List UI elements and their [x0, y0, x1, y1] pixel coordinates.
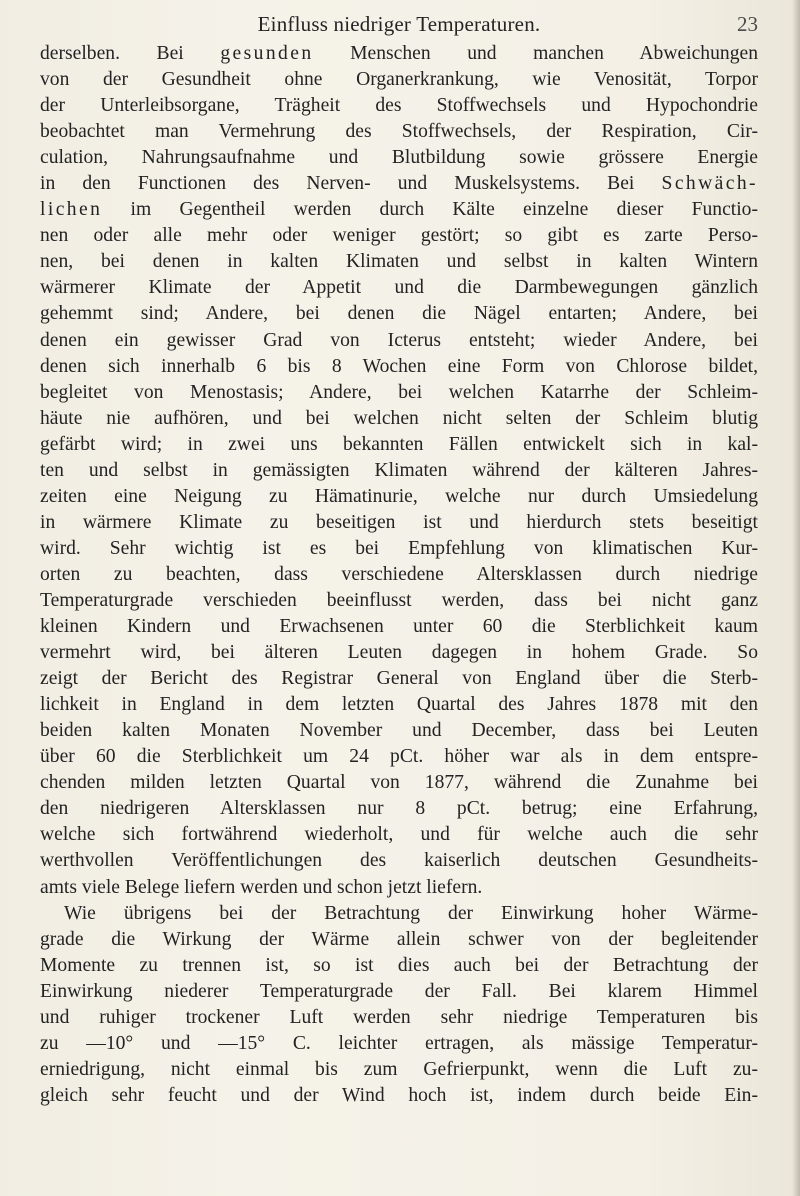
text-line: von der Gesundheit ohne Organerkrankung, wie Venosität, Torpor — [40, 69, 758, 91]
running-title: Einfluss niedriger Temperaturen. — [257, 12, 541, 36]
text-line: Temperaturgrade verschieden beeinflusst werden, dass bei nicht ganz — [40, 589, 758, 611]
text-line: gefärbt wird; in zwei uns bekannten Fällen entwickelt sich in kal- — [40, 433, 758, 455]
body-text — [40, 41, 758, 1109]
paragraph-1 — [40, 41, 758, 901]
text-line: den niedrigeren Altersklassen nur 8 pCt. betrug; eine Erfahrung, — [40, 798, 758, 820]
text-line: der Unterleibsorgane, Trägheit des Stoffwechsels und Hypochondrie — [40, 95, 758, 117]
text-line: derselben. Bei gesunden Menschen und manchen Abweichungen — [40, 43, 758, 64]
page-number: 23 — [737, 12, 758, 36]
text-line: gleich sehr feucht und der Wind hoch ist, indem durch beide Ein- — [40, 1084, 758, 1106]
text-line: Momente zu trennen ist, so ist dies auch bei der Betrachtung der — [40, 954, 758, 976]
text-line: amts viele Belege liefern werden und schon jetzt liefern. — [40, 876, 483, 898]
text-line: denen sich innerhalb 6 bis 8 Wochen eine Form von Chlorose bildet, — [40, 355, 758, 377]
emphasis: Schwäch- — [661, 173, 758, 195]
text-line: gehemmt sind; Andere, bei denen die Nägel entarten; Andere, bei — [40, 303, 758, 325]
text-line: culation, Nahrungsaufnahme und Blutbildung sowie grössere Energie — [40, 147, 758, 169]
emphasis: gesunden — [220, 43, 314, 64]
text-line: orten zu beachten, dass verschiedene Altersklassen durch niedrige — [40, 563, 758, 585]
text-line: vermehrt wird, bei älteren Leuten dagegen in hohem Grade. So — [40, 642, 758, 664]
text-line: kleinen Kindern und Erwachsenen unter 60 die Sterblichkeit kaum — [40, 616, 758, 638]
text-line: chenden milden letzten Quartal von 1877, während die Zunahme bei — [40, 772, 758, 794]
text-line: nen oder alle mehr oder weniger gestört; so gibt es zarte Perso- — [40, 225, 758, 247]
text-line: Wie übrigens bei der Betrachtung der Einwirkung hoher Wärme- — [64, 902, 758, 924]
text-line: welche sich fortwährend wiederholt, und für welche auch die sehr — [40, 824, 758, 846]
text-line: beobachtet man Vermehrung des Stoffwechsels, der Respiration, Cir- — [40, 121, 758, 143]
text-line: lichen im Gegentheil werden durch Kälte einzelne dieser Functio- — [40, 199, 758, 221]
text-line: grade die Wirkung der Wärme allein schwer von der begleitender — [40, 928, 758, 950]
paragraph-2 — [40, 901, 758, 1109]
page-edge-shadow — [792, 0, 800, 1196]
page-header — [40, 12, 758, 42]
text-line: in den Functionen des Nerven- und Muskelsystems. Bei Schwäch- — [40, 173, 758, 195]
text-line: zeiten eine Neigung zu Hämatinurie, welche nur durch Umsiedelung — [40, 485, 758, 507]
text-line: nen, bei denen in kalten Klimaten und selbst in kalten Wintern — [40, 251, 758, 273]
text-line: zeigt der Bericht des Registrar General von England über die Sterb- — [40, 668, 758, 690]
emphasis: lichen — [40, 199, 103, 221]
text-line: beiden kalten Monaten November und December, dass bei Leuten — [40, 720, 758, 742]
text-line: erniedrigung, nicht einmal bis zum Gefrierpunkt, wenn die Luft zu- — [40, 1058, 758, 1080]
text-line: und ruhiger trockener Luft werden sehr niedrige Temperaturen bis — [40, 1006, 758, 1028]
text-line: denen ein gewisser Grad von Icterus entsteht; wieder Andere, bei — [40, 329, 758, 351]
text-line: werthvollen Veröffentlichungen des kaiserlich deutschen Gesundheits- — [40, 850, 758, 872]
text-line: ten und selbst in gemässigten Klimaten während der kälteren Jahres- — [40, 459, 758, 481]
text-line: begleitet von Menostasis; Andere, bei welchen Katarrhe der Schleim- — [40, 381, 758, 403]
text-line: häute nie aufhören, und bei welchen nicht selten der Schleim blutig — [40, 407, 758, 429]
text-line: zu —10° und —15° C. leichter ertragen, als mässige Temperatur- — [40, 1032, 758, 1054]
text-line: lichkeit in England in dem letzten Quartal des Jahres 1878 mit den — [40, 694, 758, 716]
text-line: über 60 die Sterblichkeit um 24 pCt. höher war als in dem entspre- — [40, 746, 758, 768]
text-line: wird. Sehr wichtig ist es bei Empfehlung von klimatischen Kur- — [40, 537, 758, 559]
text-line: wärmerer Klimate der Appetit und die Darmbewegungen gänzlich — [40, 277, 758, 299]
text-line: Einwirkung niederer Temperaturgrade der Fall. Bei klarem Himmel — [40, 980, 758, 1002]
text-line: in wärmere Klimate zu beseitigen ist und hierdurch stets beseitigt — [40, 511, 758, 533]
